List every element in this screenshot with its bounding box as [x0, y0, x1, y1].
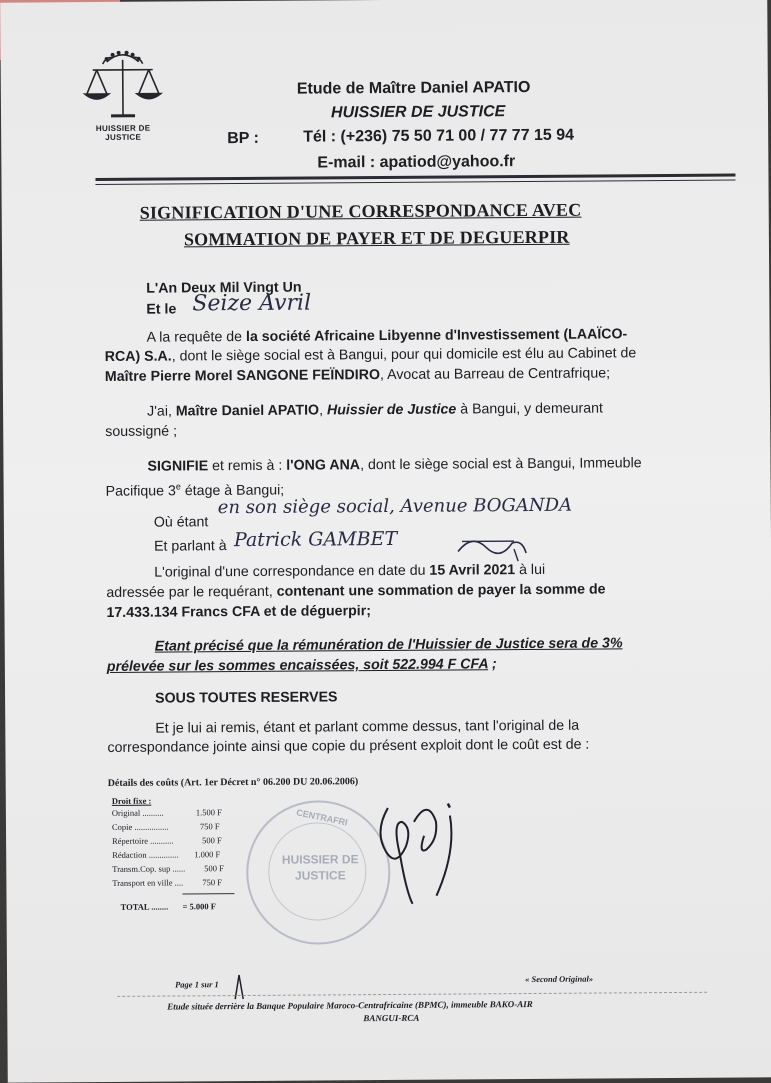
- handwritten-scribble: [452, 529, 532, 564]
- cost-label-4: Transm.Cop. sup ......: [112, 863, 186, 874]
- original-line-1: L'original d'une correspondance en date du 15 Avril 2021 à lui: [154, 561, 546, 581]
- handwritten-date: Seize Avril: [192, 290, 312, 317]
- costs-total-value: = 5.000 F: [182, 901, 217, 912]
- where-label: Où étant: [153, 514, 209, 531]
- notify-line-1: SIGNIFIE et remis à : l'ONG ANA, dont le siège social est à Bangui, Immeuble: [147, 455, 642, 475]
- cost-value-2: 500 F: [202, 835, 222, 846]
- stamp-top-text: CENTRAFRI: [295, 807, 349, 828]
- reserves-heading: SOUS TOUTES RESERVES: [155, 689, 338, 707]
- document-title-line1: SIGNIFICATION D'UNE CORRESPONDANCE AVEC: [139, 199, 582, 223]
- cost-value-4: 500 F: [204, 863, 224, 874]
- et-le-label: Et le: [146, 301, 177, 318]
- page-number: Page 1 sur 1: [175, 979, 219, 990]
- fee-line-1: Etant précisé que la rémunération de l'Huissier de Justice sera de 3%: [154, 635, 623, 655]
- handwritten-location: en son siège social, Avenue BOGANDA: [217, 494, 573, 519]
- bailiff-line-2: soussigné ;: [105, 423, 178, 440]
- scales-of-justice-logo: [77, 50, 170, 143]
- handwritten-recipient: Patrick GAMBET: [233, 527, 398, 552]
- cost-label-5: Transport en ville ....: [112, 877, 184, 888]
- costs-total-label: TOTAL ........: [120, 901, 169, 912]
- costs-heading: Détails des coûts (Art. 1er Décret n° 06.200 DU 20.06.2006): [107, 776, 359, 789]
- stamp-text-1: HUISSIER DE: [281, 852, 359, 867]
- year-line: L'An Deux Mil Vingt Un: [146, 279, 302, 297]
- stamp-text-2: JUSTICE: [294, 868, 346, 883]
- email-line: E-mail : apatiod@yahoo.fr: [317, 153, 516, 172]
- cost-label-0: Original ..........: [111, 807, 164, 818]
- footer-address-2: BANGUI-RCA: [363, 1012, 420, 1024]
- costs-total-rule: [182, 893, 234, 894]
- cost-label-3: Rédaction ..............: [112, 849, 179, 860]
- handed-line-2: correspondance jointe ainsi que copie du présent exploit dont le coût est de :: [107, 736, 590, 756]
- handed-line-1: Et je lui ai remis, étant et parlant comme dessus, tant l'original de la: [155, 717, 580, 737]
- speaking-label: Et parlant à: [153, 538, 227, 555]
- bailiff-line-1: J'ai, Maître Daniel APATIO, Huissier de Justice à Bangui, y demeurant: [147, 400, 604, 420]
- document-title-line2: SOMMATION DE PAYER ET DE DEGUERPIR: [183, 226, 570, 250]
- cost-label-1: Copie ................: [111, 821, 169, 832]
- costs-subheading: Droit fixe :: [111, 795, 152, 806]
- cost-value-0: 1.500 F: [195, 807, 222, 818]
- page-mark: [229, 971, 249, 1001]
- original-line-3: 17.433.134 Francs CFA et de déguerpir;: [106, 603, 371, 621]
- footer-rule: [117, 992, 707, 997]
- cost-value-3: 1.000 F: [194, 849, 221, 860]
- copy-label: « Second Original»: [525, 973, 594, 985]
- office-role: HUISSIER DE JUSTICE: [330, 103, 506, 122]
- logo-caption: HUISSIER DE JUSTICE: [95, 123, 151, 142]
- request-line-3: Maître Pierre Morel SANGONE FEÏNDIRO, Avocat au Barreau de Centrafrique;: [104, 365, 611, 385]
- original-line-2: adressée par le requérant, contenant une sommation de payer la somme de: [106, 581, 606, 601]
- request-line-2: RCA) S.A., dont le siège social est à Bangui, pour qui domicile est élu au Cabinet de: [104, 345, 637, 365]
- header-rule-thin: [96, 180, 736, 185]
- bp-label: BP :: [227, 129, 259, 148]
- phone-line: Tél : (+236) 75 50 71 00 / 77 77 15 94: [303, 126, 575, 146]
- scales-icon: [77, 50, 170, 127]
- request-line-1: A la requête de la société Africaine Libyenne d'Investissement (LAAÏCO-: [146, 326, 628, 346]
- notify-line-2: Pacifique 3e étage à Bangui;: [105, 481, 285, 500]
- cost-label-2: Répertoire ...........: [112, 835, 174, 846]
- signature: [366, 791, 477, 912]
- fee-line-2: prélevée sur les sommes encaissées, soit 522.994 F CFA ;: [106, 656, 497, 675]
- footer-address-1: Etude située derrière la Banque Populaire Maroco-Centrafricaine (BPMC), immeuble BAKO-AIR: [167, 998, 533, 1012]
- cost-value-5: 750 F: [202, 877, 223, 888]
- cost-value-1: 750 F: [199, 821, 220, 832]
- office-name: Etude de Maître Daniel APATIO: [296, 78, 531, 98]
